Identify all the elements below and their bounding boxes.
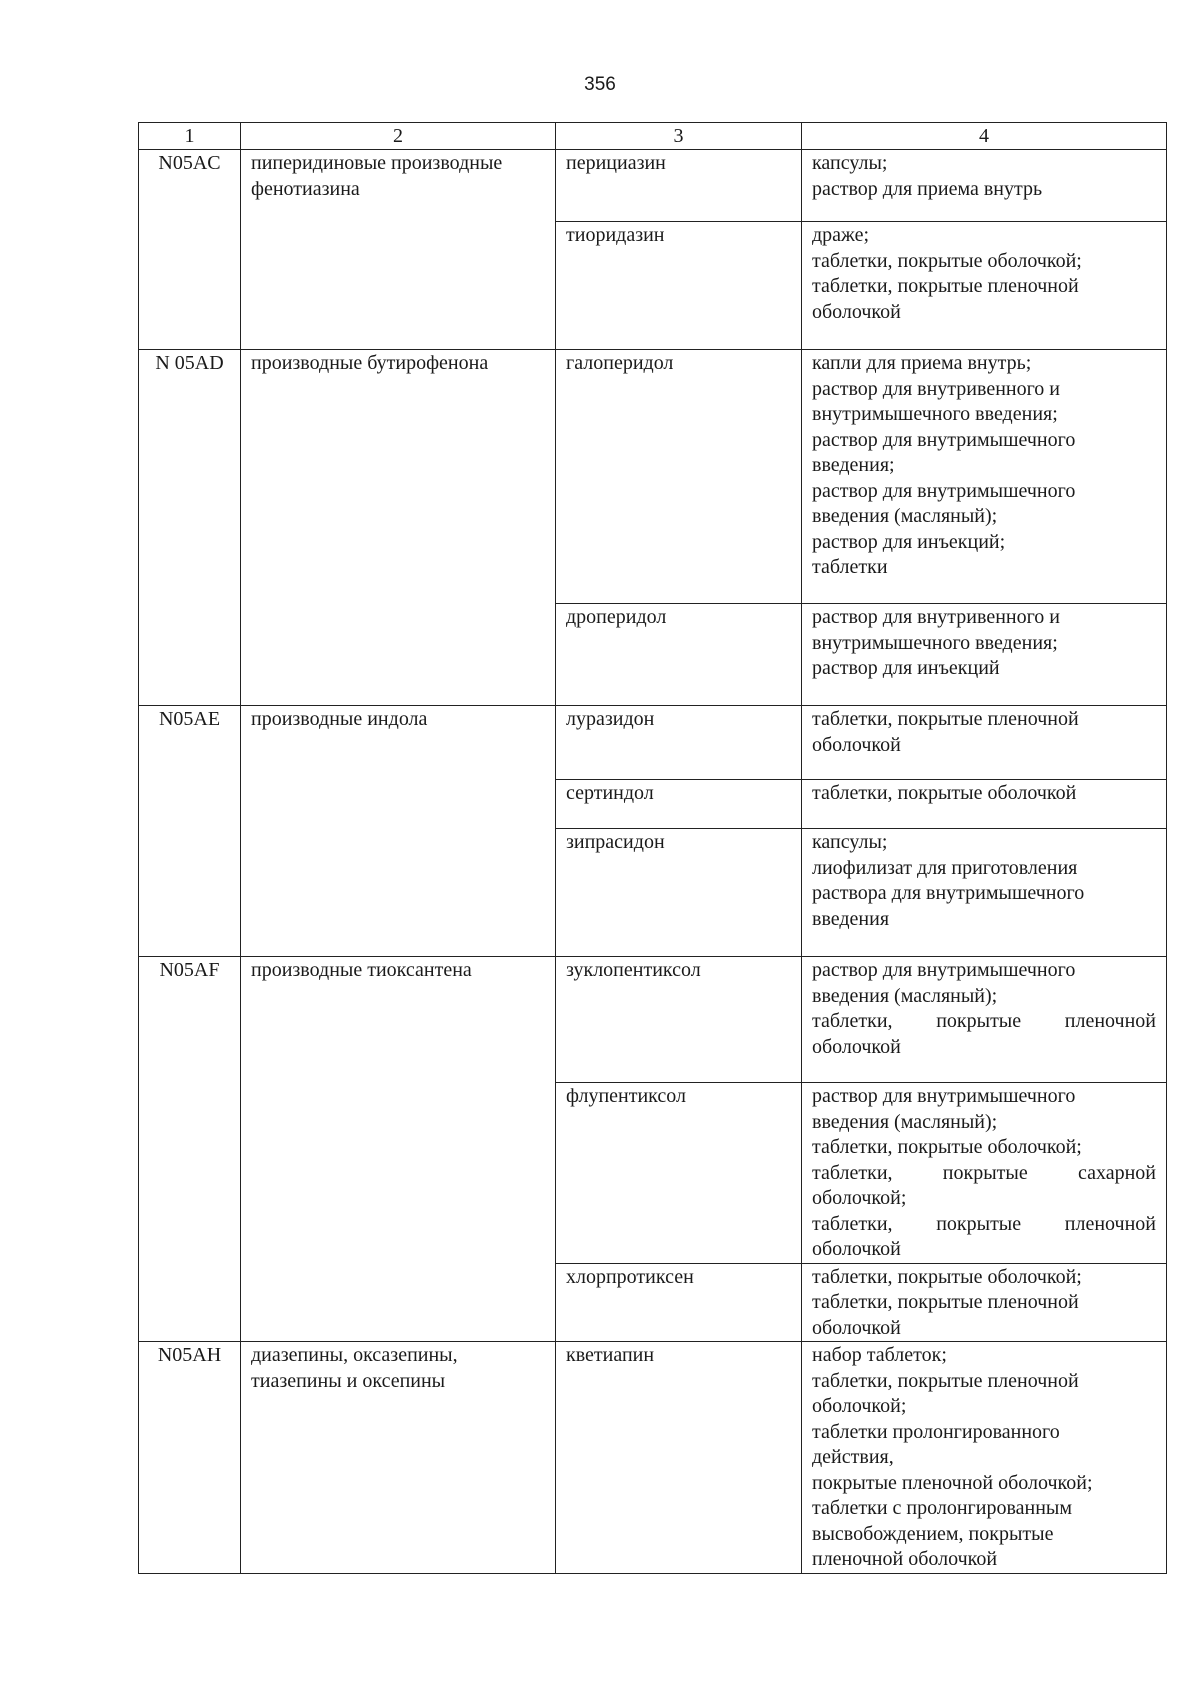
dosage-form-line: раствора для внутримышечного <box>812 882 1085 904</box>
dosage-form-line: оболочкой; <box>812 1395 907 1417</box>
dosage-form-line: таблетки, покрытые оболочкой <box>812 782 1077 804</box>
atc-code-cell: N 05AD <box>139 350 241 706</box>
dosage-form-line: раствор для внутривенного и <box>812 606 1061 628</box>
dosage-form-line: оболочкой <box>812 1316 901 1339</box>
drug-name-cell: зипрасидон <box>556 829 802 957</box>
dosage-form-line: раствор для внутримышечного <box>812 428 1076 451</box>
drug-group-cell: диазепины, оксазепины, тиазепины и оксепины <box>241 1342 556 1574</box>
dosage-forms-cell <box>802 957 1167 1083</box>
dosage-form-line: оболочкой <box>812 1035 901 1058</box>
dosage-forms-cell <box>802 150 1167 222</box>
dosage-form-line: таблетки, покрытые пленочной <box>812 1010 1156 1032</box>
dosage-form-line: таблетки, покрытые пленочной <box>812 275 1079 297</box>
dosage-form-line: таблетки, покрытые пленочной <box>812 1212 1156 1235</box>
dosage-form-line: раствор для внутримышечного <box>812 959 1076 981</box>
table-row <box>139 957 1167 1083</box>
dosage-form-line: оболочкой <box>812 733 901 756</box>
dosage-form-line: раствор для внутривенного и <box>812 377 1061 400</box>
table-row <box>139 350 1167 604</box>
dosage-form-line: введения <box>812 907 890 930</box>
dosage-form-line: введения; <box>812 454 895 476</box>
dosage-form-line: таблетки <box>812 556 888 578</box>
table-row <box>139 706 1167 780</box>
drug-group-cell: пиперидиновые производные фенотиазина <box>241 150 556 350</box>
drug-name-cell: галоперидол <box>556 350 802 604</box>
dosage-form-line: раствор для инъекций <box>812 657 1000 679</box>
drug-name-cell: флупентиксол <box>556 1083 802 1264</box>
dosage-form-line: высвобождением, покрытые <box>812 1522 1054 1545</box>
dosage-form-line: раствор для внутримышечного <box>812 1085 1076 1107</box>
drug-group-cell: производные тиоксантена <box>241 957 556 1342</box>
dosage-form-line: таблетки пролонгированного <box>812 1420 1060 1443</box>
dosage-form-line: оболочкой <box>812 300 901 323</box>
dosage-forms-cell <box>802 350 1167 604</box>
drug-name-cell: зуклопентиксол <box>556 957 802 1083</box>
dosage-form-line: введения (масляный); <box>812 1110 998 1133</box>
column-header: 2 <box>241 123 556 150</box>
dosage-form-line: оболочкой <box>812 1238 901 1260</box>
dosage-forms-cell <box>802 780 1167 829</box>
drug-group-cell: производные индола <box>241 706 556 957</box>
dosage-form-line: оболочкой; <box>812 1187 907 1209</box>
drug-name-cell: хлорпротиксен <box>556 1263 802 1342</box>
dosage-form-line: пленочной оболочкой <box>812 1548 998 1570</box>
dosage-form-line: раствор для инъекций; <box>812 530 1006 553</box>
dosage-form-line: раствор для внутримышечного <box>812 479 1076 502</box>
atc-code-cell: N05AC <box>139 150 241 350</box>
dosage-form-line: таблетки, покрытые сахарной <box>812 1161 1156 1184</box>
dosage-form-line: таблетки с пролонгированным <box>812 1497 1073 1519</box>
dosage-form-line: капсулы; <box>812 831 888 853</box>
dosage-form-line: раствор для приема внутрь <box>812 177 1043 200</box>
dosage-form-line: таблетки, покрытые оболочкой; <box>812 1265 1082 1288</box>
atc-code-cell: N05AH <box>139 1342 241 1574</box>
dosage-forms-cell <box>802 1083 1167 1264</box>
table-header-row <box>139 123 1167 150</box>
dosage-forms-cell <box>802 706 1167 780</box>
dosage-form-line: введения (масляный); <box>812 984 998 1007</box>
drug-group-cell: производные бутирофенона <box>241 350 556 706</box>
dosage-form-line: таблетки, покрытые пленочной <box>812 708 1079 730</box>
dosage-form-line: внутримышечного введения; <box>812 403 1058 425</box>
dosage-form-line: покрытые пленочной оболочкой; <box>812 1471 1093 1494</box>
dosage-form-line: таблетки, покрытые пленочной <box>812 1291 1079 1313</box>
drug-table <box>138 122 1167 1574</box>
drug-name-cell: кветиапин <box>556 1342 802 1574</box>
dosage-forms-cell <box>802 1263 1167 1342</box>
dosage-form-line: внутримышечного введения; <box>812 631 1058 654</box>
atc-code-cell: N05AE <box>139 706 241 957</box>
drug-name-cell: перициазин <box>556 150 802 222</box>
drug-name-cell: сертиндол <box>556 780 802 829</box>
dosage-form-line: таблетки, покрытые пленочной <box>812 1369 1079 1392</box>
column-header: 4 <box>802 123 1167 150</box>
drug-name-cell: тиоридазин <box>556 222 802 350</box>
dosage-forms-cell <box>802 829 1167 957</box>
table-body <box>139 150 1167 1574</box>
atc-code-cell: N05AF <box>139 957 241 1342</box>
dosage-forms-cell <box>802 1342 1167 1574</box>
column-header: 3 <box>556 123 802 150</box>
dosage-forms-cell <box>802 222 1167 350</box>
dosage-form-line: лиофилизат для приготовления <box>812 856 1078 879</box>
dosage-form-line: таблетки, покрытые оболочкой; <box>812 249 1082 272</box>
dosage-form-line: таблетки, покрытые оболочкой; <box>812 1136 1082 1158</box>
table-row <box>139 1342 1167 1574</box>
drug-name-cell: луразидон <box>556 706 802 780</box>
page-number: 356 <box>584 74 616 95</box>
dosage-form-line: драже; <box>812 224 870 246</box>
dosage-form-line: капсулы; <box>812 152 888 174</box>
dosage-form-line: действия, <box>812 1446 894 1468</box>
dosage-form-line: набор таблеток; <box>812 1344 947 1366</box>
dosage-form-line: капли для приема внутрь; <box>812 352 1032 374</box>
column-header: 1 <box>139 123 241 150</box>
dosage-form-line: введения (масляный); <box>812 505 998 527</box>
table-row <box>139 150 1167 222</box>
dosage-forms-cell <box>802 604 1167 706</box>
drug-name-cell: дроперидол <box>556 604 802 706</box>
